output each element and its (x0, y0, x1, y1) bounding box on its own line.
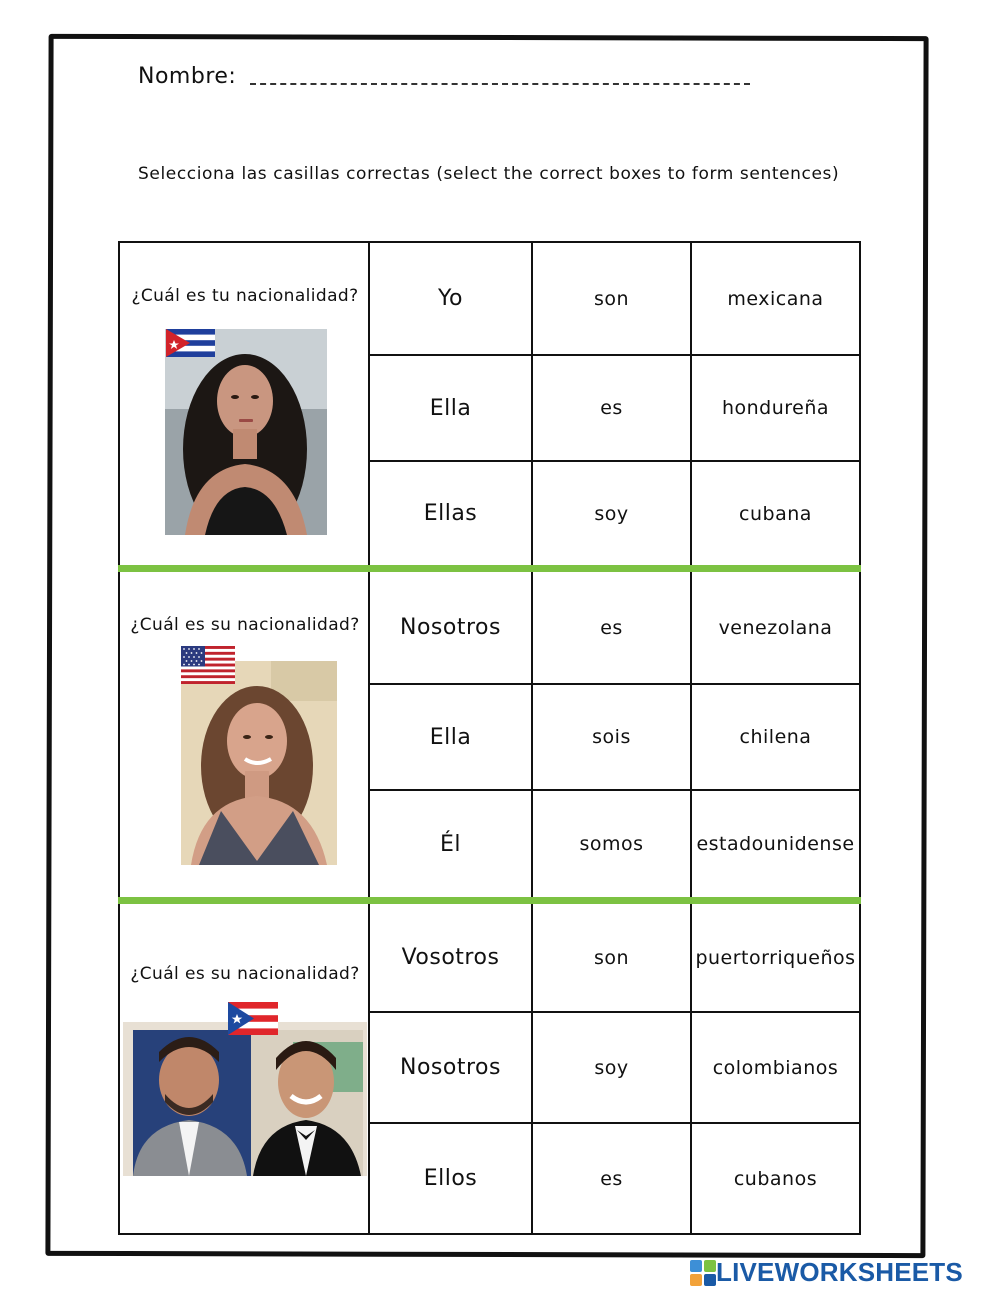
name-field-row (138, 64, 750, 89)
adjective-cell[interactable]: cubanos (733, 1167, 818, 1190)
usa-flag-icon (181, 646, 235, 688)
subject-cell[interactable]: Yo (438, 286, 463, 311)
brand-name: LIVEWORKSHEETS (716, 1257, 963, 1287)
instructions: Selecciona las casillas correctas (select the correct boxes to form sentences) (138, 164, 840, 184)
verb-cell[interactable]: sois (592, 726, 631, 748)
section-2-question: ¿Cuál es su nacionalidad? (130, 615, 360, 635)
verb-cell[interactable]: son (593, 946, 630, 969)
adjective-cell[interactable]: estadounidense (696, 833, 855, 855)
name-input-line[interactable] (250, 69, 750, 85)
subject-cell[interactable]: Nosotros (400, 1055, 501, 1080)
cuba-flag-icon (166, 329, 215, 361)
subject-cell[interactable]: Nosotros (400, 615, 501, 640)
verb-cell[interactable]: son (593, 287, 630, 310)
adjective-cell[interactable]: venezolana (718, 616, 833, 639)
adjective-cell[interactable]: chilena (739, 726, 812, 748)
subject-cell[interactable]: Ella (429, 724, 472, 750)
adjective-cell[interactable]: cubana (739, 502, 812, 525)
verb-cell[interactable]: soy (594, 1056, 629, 1079)
answer-grid (118, 241, 861, 1235)
verb-cell[interactable]: es (600, 397, 623, 419)
section-2-photo (181, 661, 337, 865)
verb-cell[interactable]: soy (594, 502, 629, 525)
verb-cell[interactable]: es (600, 616, 623, 639)
subject-cell[interactable]: Vosotros (401, 945, 500, 970)
adjective-cell[interactable]: mexicana (727, 287, 824, 310)
puerto-rico-flag-icon (228, 1002, 278, 1039)
subject-cell[interactable]: Ella (429, 395, 472, 421)
subject-cell[interactable]: Ellas (423, 501, 478, 526)
subject-cell[interactable]: Él (439, 831, 461, 857)
name-label: Nombre: (138, 64, 237, 89)
subject-cell[interactable]: Ellos (423, 1166, 478, 1191)
adjective-cell[interactable]: puertorriqueños (695, 946, 856, 969)
adjective-cell[interactable]: colombianos (712, 1056, 839, 1079)
liveworksheets-logo (690, 1257, 963, 1288)
section-divider (118, 565, 861, 572)
section-1-question: ¿Cuál es tu nacionalidad? (131, 286, 359, 306)
adjective-cell[interactable]: hondureña (721, 397, 830, 419)
section-3-photo (123, 1022, 367, 1176)
section-divider (118, 897, 861, 904)
verb-cell[interactable]: somos (579, 833, 644, 855)
section-3-question: ¿Cuál es su nacionalidad? (130, 964, 360, 984)
liveworksheets-logo-icon (690, 1260, 716, 1286)
verb-cell[interactable]: es (600, 1167, 623, 1190)
